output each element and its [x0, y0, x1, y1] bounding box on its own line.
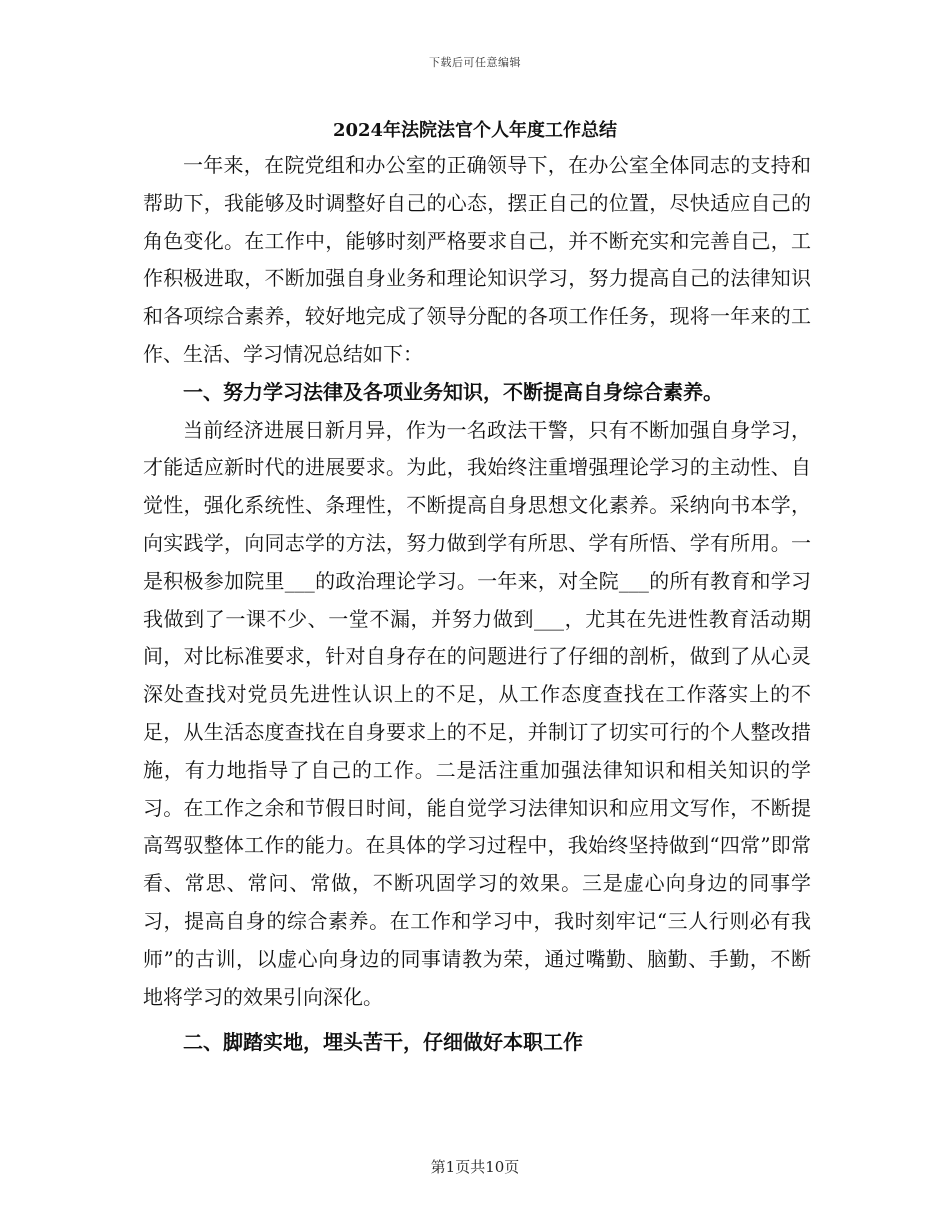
header-note: 下载后可任意编辑: [429, 56, 521, 69]
intro-paragraph: 一年来，在院党组和办公室的正确领导下，在办公室全体同志的支持和帮助下，我能够及时调整好自己的心态，摆正自己的位置，尽快适应自己的角色变化。在工作中，能够时刻严格要求自己，并不断充实和完善自己，工作积极进取，不断加强自身业务和理论知识学习，努力提高自己的法律知识和各项综合素养，较好地完成了领导分配的各项工作任务，现将一年来的工作、生活、学习情况总结如下：: [143, 153, 811, 366]
section-2-heading: 二、脚踏实地，埋头苦干，仔细做好本职工作: [183, 1030, 583, 1055]
document-title: 2024年法院法官个人年度工作总结: [332, 120, 618, 141]
section-1-paragraph: 当前经济进展日新月异，作为一名政法干警，只有不断加强自身学习，才能适应新时代的进展要求。为此，我始终注重增强理论学习的主动性、自觉性，强化系统性、条理性，不断提高自身思想文化素养。采纳向书本学，向实践学，向同志学的方法，努力做到学有所思、学有所悟、学有所用。一是积极参加院里___的政治理论学习。一年来，对全院___的所有教育和学习我做到了一课不少、一堂不漏，并努力做到___，尤其在先进性教育活动期间，对比标准要求，针对自身存在的问题进行了仔细的剖析，做到了从心灵深处查找对党员先进性认识上的不足，从工作态度查找在工作落实上的不足，从生活态度查找在自身要求上的不足，并制订了切实可行的个人整改措施，有力地指导了自己的工作。二是活注重加强法律知识和相关知识的学习。在工作之余和节假日时间，能自觉学习法律知识和应用文写作，不断提高驾驭整体工作的能力。在具体的学习过程中，我始终坚持做到“四常”即常看、常思、常问、常做，不断巩固学习的效果。三是虚心向身边的同事学习，提高自身的综合素养。在工作和学习中，我时刻牢记“三人行则必有我师”的古训，以虚心向身边的同事请教为荣，通过嘴勤、脑勤、手勤，不断地将学习的效果引向深化。: [143, 417, 811, 1009]
document-body: [143, 147, 811, 1062]
section-1-heading: 一、努力学习法律及各项业务知识，不断提高自身综合素养。: [183, 379, 723, 404]
page-footer: 第1页共10页: [430, 1158, 520, 1176]
